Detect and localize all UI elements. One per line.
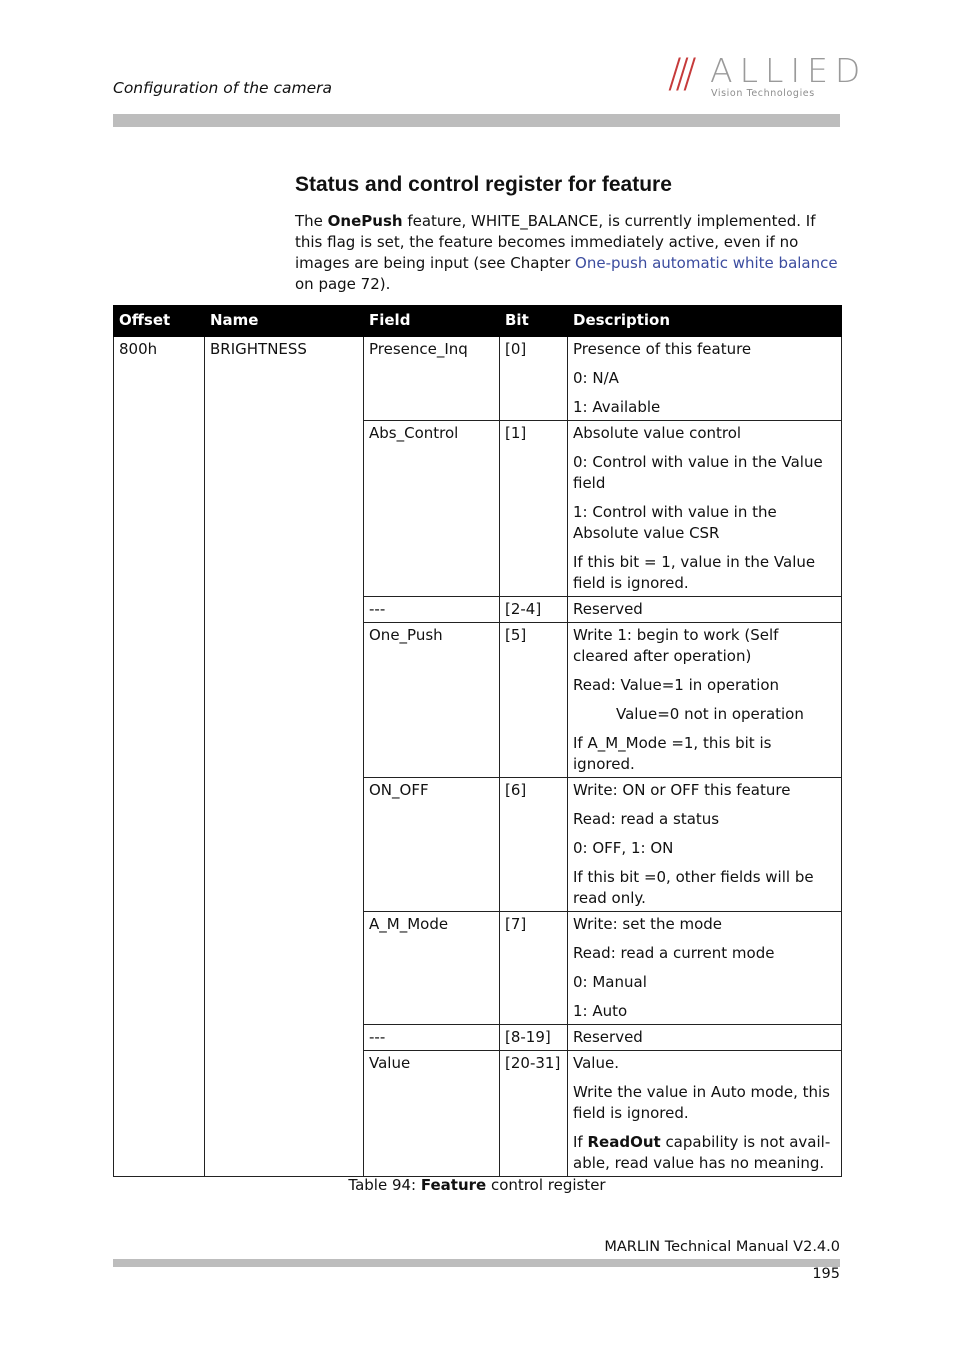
field-cell: ---	[364, 1025, 500, 1051]
feature-register-table	[113, 305, 842, 1177]
table-caption: Table 94: Feature control register	[348, 1176, 606, 1194]
desc-line: Write: ON or OFF this feature	[573, 781, 791, 799]
col-header-field: Field	[364, 306, 500, 337]
desc-line: 1: Auto	[573, 1002, 628, 1020]
field-cell: A_M_Mode	[364, 912, 500, 1025]
desc-line: Read: read a current mode	[573, 944, 775, 962]
field-cell: One_Push	[364, 623, 500, 778]
description-cell	[568, 597, 842, 623]
field-cell: Value	[364, 1051, 500, 1177]
field-cell: Presence_Inq	[364, 337, 500, 421]
description-cell	[568, 421, 842, 597]
desc-line: If this bit =0, other fields will be read only.	[573, 868, 814, 907]
description-cell	[568, 912, 842, 1025]
desc-line: 1: Control with value in the Absolute value CSR	[573, 503, 777, 542]
page-number: 195	[812, 1266, 840, 1282]
bit-cell: [6]	[500, 778, 568, 912]
footer-divider	[113, 1259, 840, 1267]
desc-line: Read: Value=1 in operation	[573, 676, 780, 694]
field-cell: ---	[364, 597, 500, 623]
desc-line: If this bit = 1, value in the Value field is ignored.	[573, 553, 816, 592]
desc-line: 0: N/A	[573, 369, 619, 387]
running-header: Configuration of the camera	[113, 79, 333, 97]
logo-subtitle: Vision Technologies	[711, 88, 815, 99]
desc-line: If ReadOut capability is not avail-able, read value has no meaning.	[573, 1133, 831, 1172]
bit-cell: [7]	[500, 912, 568, 1025]
description-cell	[568, 1025, 842, 1051]
bit-cell: [1]	[500, 421, 568, 597]
desc-line: Write 1: begin to work (Self cleared after operation)	[573, 626, 779, 665]
field-cell: Abs_Control	[364, 421, 500, 597]
allied-logo	[668, 51, 868, 102]
bit-cell: [5]	[500, 623, 568, 778]
col-header-offset: Offset	[114, 306, 205, 337]
desc-line: Value.	[573, 1054, 619, 1072]
desc-line: Presence of this feature	[573, 340, 752, 358]
bit-cell: [0]	[500, 337, 568, 421]
description-cell	[568, 778, 842, 912]
desc-line: If A_M_Mode =1, this bit is ignored.	[573, 734, 772, 773]
table-header-row	[114, 306, 842, 337]
desc-line: Write: set the mode	[573, 915, 723, 933]
description-cell	[568, 1051, 842, 1177]
field-cell: ON_OFF	[364, 778, 500, 912]
header-divider	[113, 114, 840, 127]
description-cell	[568, 337, 842, 421]
bit-cell: [8-19]	[500, 1025, 568, 1051]
bit-cell: [20-31]	[500, 1051, 568, 1177]
col-header-description: Description	[568, 306, 842, 337]
desc-line: Reserved	[573, 600, 643, 618]
logo-word: ALLIED	[710, 51, 868, 90]
desc-line: Reserved	[573, 1028, 643, 1046]
desc-line: Write the value in Auto mode, this field is ignored.	[573, 1083, 830, 1122]
desc-line: 0: OFF, 1: ON	[573, 839, 674, 857]
col-header-name: Name	[205, 306, 364, 337]
desc-line: 1: Available	[573, 398, 661, 416]
desc-line: Absolute value control	[573, 424, 742, 442]
chapter-link[interactable]: One-push automatic white balance	[575, 254, 838, 272]
description-cell	[568, 623, 842, 778]
desc-line: Read: read a status	[573, 810, 720, 828]
table-row	[114, 337, 842, 421]
name-cell: BRIGHTNESS	[205, 337, 364, 1177]
desc-line: Value=0 not in operation	[616, 705, 804, 723]
bit-cell: [2-4]	[500, 597, 568, 623]
intro-paragraph: The OnePush feature, WHITE_BALANCE, is currently implemented. If this flag is set, the feature becomes immediately active, even if no images are being input (see Chapter One-push automatic white balance on page 72).	[295, 212, 838, 293]
logo-slashes: ///	[668, 51, 691, 97]
offset-cell: 800h	[114, 337, 205, 1177]
desc-line: 0: Manual	[573, 973, 647, 991]
footer-manual-title: MARLIN Technical Manual V2.4.0	[604, 1239, 840, 1255]
col-header-bit: Bit	[500, 306, 568, 337]
section-title: Status and control register for feature	[295, 173, 672, 196]
desc-line: 0: Control with value in the Value field	[573, 453, 823, 492]
